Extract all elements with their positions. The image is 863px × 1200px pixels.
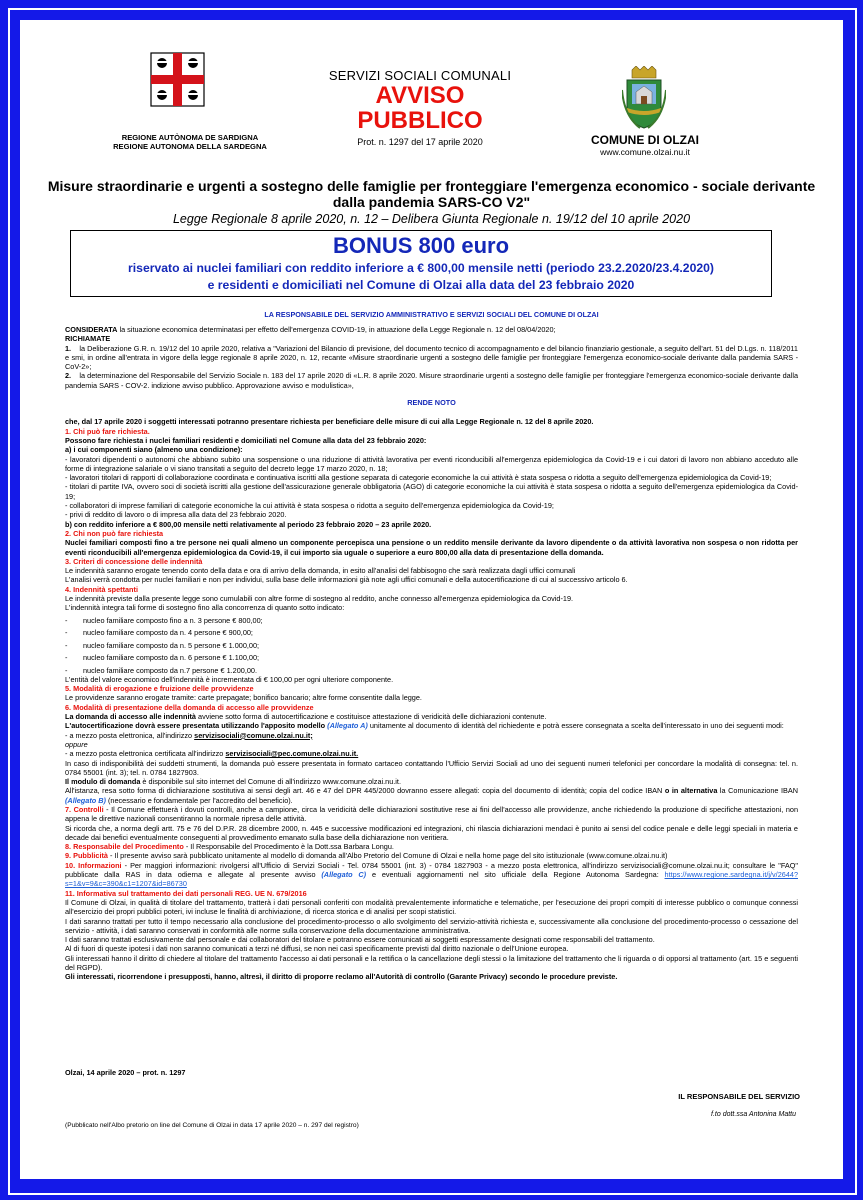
section-6-title: 6. Modalità di presentazione della domanda di accesso alle provvidenze — [65, 702, 314, 712]
section-1a: Possono fare richiesta i nuclei familiari residenti e domiciliati nel Comune alla data del 23 febbraio 2020: — [65, 435, 427, 445]
section-1h: b) con reddito inferiore a € 800,00 mensile netti relativamente al periodo 23 febbraio 2020 – 23 aprile 2020. — [65, 519, 432, 529]
section-4c: L'entità del valore economico dell'indennità è incrementata di € 100,00 per ogni ulteriore componente. — [65, 674, 394, 684]
list-item: - nucleo familiare composto da n.7 persone € 1.200,00. — [65, 666, 798, 675]
section-7-title: 7. Controlli — [65, 805, 104, 814]
bonus-desc-2: e residenti e domiciliati nel Comune di Olzai alla data del 23 febbraio 2020 — [207, 277, 635, 292]
section-6g — [65, 777, 798, 786]
sardinia-coat-of-arms-icon — [150, 52, 205, 107]
section-4a: Le indennità previste dalla presente legge sono cumulabili con altre forme di sostegno al reddito, anche connesso all'emergenza epidemiologica da Covid-19. — [65, 594, 574, 604]
section-6d: oppure — [65, 739, 88, 749]
document-date: Olzai, 14 aprile 2020 – prot. n. 1297 — [65, 1068, 186, 1077]
section-2a: Nuclei familiari composti fino a tre persone nei quali almeno un componente percepisca una pensione o un reddito mensile derivante da lavoro dipendente o da attività lavorativa non sospesa o non ridotta per eventi riconducibili all'emergenza epidemiologica da Covid-19, il cui importo sia uguale o superiore a euro 800,00 alla data di presentazione della domanda. — [65, 538, 798, 557]
section-7 — [65, 805, 798, 824]
section-6a-bold: La domanda di accesso alle indennità — [65, 712, 196, 722]
bonus-box — [70, 230, 772, 297]
section-6b-text: unitamente al documento di identità del richiedente e potrà essere consegnata a scelta dell'interessato in uno dei seguenti modi: — [367, 721, 784, 731]
responsabile-heading: LA RESPONSABILE DEL SERVIZIO AMMINISTRATIVO E SERVIZI SOCIALI DEL COMUNE DI OLZAI — [264, 310, 599, 319]
section-8 — [65, 842, 798, 851]
richiamo-2 — [65, 371, 798, 390]
region-name-italian: REGIONE AUTONOMA DELLA SARDEGNA — [113, 142, 267, 152]
section-11a: Il Comune di Olzai, in qualità di titolare del trattamento, tratterà i dati personali conferiti con modalità prevalentemente informatiche e telematiche, per l'esecuzione dei propri compiti di interesse pubblico o comunque connessi all'esercizio dei propri pubblici poteri, ivi incluse le finalità di archiviazione, di ricerca storica e di analisi per scopi statistici. — [65, 897, 798, 917]
section-10b: e eventuali aggiornamenti nel sito ufficiale della Regione Autonoma Sardegna: — [366, 870, 665, 880]
section-3a: Le indennità saranno erogate tenendo conto della data e ora di arrivo della domanda, in esito all'analisi del fabbisogno che sarà realizzata dagli uffici comunali — [65, 566, 576, 576]
considerata-text: la situazione economica determinatasi per effetto dell'emergenza COVID-19, in attuazione della Legge Regionale n. 12 del 08/04/2020; — [117, 325, 556, 334]
region-name-sardinian: REGIONE AUTÒNOMA DE SARDIGNA — [121, 133, 259, 142]
section-11d: Al di fuori di queste ipotesi i dati non saranno comunicati a terzi né diffusi, se non nei casi specificamente previsti dal diritto nazionale o dell'Unione europea. — [65, 944, 569, 954]
section-1f: - collaboratori di imprese familiari di categorie economiche la cui attività è stata sospesa o ridotta a seguito dell'emergenza epidemiologica da Covid-19; — [65, 501, 554, 511]
section-10 — [65, 861, 798, 889]
section-1b: a) i cui componenti siano (almeno una condizione): — [65, 445, 243, 455]
section-1c: - lavoratori dipendenti o autonomi che abbiano subito una sospensione o una riduzione di attività lavorativa per eventi riconducibili all'emergenza epidemiologica da Covid-19 e i cui datori di lavoro non abbiano acceduto alle forme di integrazione salariale o vi siano transitati a seguito del decreto legge 17 marzo 2020, n. 18; — [65, 454, 798, 473]
section-1g: - privi di reddito di lavoro o di impresa alla data del 23 febbraio 2020. — [65, 510, 287, 520]
comune-block — [580, 133, 710, 157]
list-item: - nucleo familiare composto da n. 6 persone € 1.100,00; — [65, 653, 798, 662]
intro-para: che, dal 17 aprile 2020 i soggetti interessati potranno presentare richiesta per beneficiare delle misure di cui alla Legge Regionale n. 12 del 8 aprile 2020. — [65, 417, 594, 427]
section-6b-bold: L'autocertificazione dovrà essere presentata utilizzando l'apposito modello — [65, 721, 326, 731]
considerata-para — [65, 325, 798, 334]
comune-website[interactable]: www.comune.olzai.nu.it — [600, 147, 690, 157]
considerata-label: CONSIDERATA — [65, 325, 118, 334]
section-1d: - lavoratori titolari di rapporti di collaborazione coordinata e continuativa iscritti alla gestione separata di categorie economiche la cui attività è stata sospesa o ridotta a seguito dell'emergenza epidemiologica da Covid-19; — [65, 473, 772, 483]
section-7b: Si ricorda che, a norma degli artt. 75 e 76 del D.P.R. 28 dicembre 2000, n. 445 e successive modificazioni ed integrazioni, chi rilascia dichiarazioni mendaci è punito ai sensi del codice penale e delle leggi speciali in materia e decade dai benefici eventualmente conseguenti al provvedimento emanato sulla base della dichiarazione non veritiera. — [65, 823, 798, 842]
pec-address[interactable]: servizisociali@pec.comune.olzai.nu.it. — [225, 749, 359, 759]
section-6c-text: - a mezzo posta elettronica, all'indirizzo — [65, 730, 195, 740]
olzai-coat-of-arms-icon — [622, 66, 666, 130]
richiamo-1 — [65, 344, 798, 372]
section-6h-bold: o in alternativa — [664, 786, 718, 796]
allegato-b-ref: (Allegato B) — [65, 795, 106, 805]
title-block — [40, 178, 823, 226]
section-11c: I dati saranno trattati esclusivamente dal personale e dai collaboratori del titolare e potranno essere comunicati ai soggetti espressamente designati come responsabili del trattamento. — [65, 935, 655, 945]
allegato-a-ref: (Allegato A) — [327, 721, 368, 731]
section-8-title: 8. Responsabile del Procedimento — [65, 842, 184, 852]
legal-reference: Legge Regionale 8 aprile 2020, n. 12 – Delibera Giunta Regionale n. 19/12 del 10 aprile 2020 — [172, 212, 691, 227]
section-6a-text: avviene sotto forma di autocertificazione e costituisce attestazione di veridicità delle dichiarazioni contenute. — [195, 712, 547, 722]
richiamate-label: RICHIAMATE — [65, 334, 111, 344]
section-11-title: 11. Informativa sul trattamento dei dati personali REG. UE N. 679/2016 — [65, 888, 307, 898]
rende-noto-heading: RENDE NOTO — [407, 398, 456, 408]
section-6e — [65, 749, 798, 758]
section-6g-text: è disponibile sul sito internet del Comune di all'indirizzo www.comune.olzai.nu.it. — [140, 777, 401, 787]
section-9-title: 9. Pubblicità — [65, 851, 108, 861]
section-8a: - Il Responsabile del Procedimento è la Dott.ssa Barbara Longu. — [183, 842, 394, 852]
section-6e-text: - a mezzo posta elettronica certificata all'indirizzo — [65, 749, 226, 759]
signer-title: IL RESPONSABILE DEL SERVIZIO — [678, 1092, 800, 1101]
section-5-title: 5. Modalità di erogazione e fruizione delle provvidenze — [65, 684, 254, 694]
avviso-title: AVVISO — [375, 82, 465, 109]
section-6b — [65, 721, 798, 730]
header-center — [290, 68, 550, 147]
section-6f: In caso di indisponibilità dei suddetti strumenti, la domanda può essere presentata in formato cartaceo contattando l'Ufficio Servizi Sociali ad uno dei seguenti numeri telefonici per concordare la modalità di consegna: tel. n. 0784 55001 (int. 3); tel. n. 0784 1827903. — [65, 758, 798, 777]
region-link[interactable]: https://www.regione.sardegna.it/j/v/2644?s=1&v=9&c=390&c1=1207&id=86730 — [65, 870, 798, 889]
richiamo-2-num: 2. — [65, 371, 72, 381]
section-5a: Le provvidenze saranno erogate tramite: carte prepagate; bonifico bancario; altre forme consentite dalla legge. — [65, 693, 422, 703]
list-item: - nucleo familiare composto fino a n. 3 persone € 800,00; — [65, 616, 798, 625]
publication-note: (Pubblicato nell'Albo pretorio on line del Comune di Olzai in data 17 aprile 2020 – n. 297 del registro) — [65, 1122, 359, 1129]
section-6h-text2: la Comunicazione IBAN — [717, 786, 799, 796]
notice-body — [65, 325, 798, 982]
richiamo-1-text: la Deliberazione G.R. n. 19/12 del 10 aprile 2020, relativa a "Variazioni del Bilancio di previsione, del documento tecnico di accompagnamento e del bilancio finanziario gestionale, a seguito dell'art. 51 del D.Lgs. n. 118/2011 e smi, in ordine all'entrata in vigore della legge regionale 8 aprile 2020, n. 12, recante «Misure straordinarie urgenti a sostegno delle famiglie per fronteggiare l'emergenza economico-sociale derivante dalla pandemia SARS - CoV-2»; — [65, 343, 798, 372]
section-6h — [65, 786, 798, 805]
bonus-amount: BONUS 800 euro — [332, 233, 510, 258]
section-6a — [65, 712, 798, 721]
main-title: Misure straordinarie e urgenti a sostegno delle famiglie per fronteggiare l'emergenza economico - sociale derivante dalla pandemia SARS-CO V2" — [47, 178, 816, 211]
bonus-desc-1: riservato ai nuclei familiari con reddito inferiore a € 800,00 mensile netti (periodo 23.2.2020/23.4.2020) — [128, 261, 714, 275]
service-name: SERVIZI SOCIALI COMUNALI — [328, 68, 512, 83]
signer-name: f.to dott.ssa Antonina Mattu — [711, 1111, 796, 1118]
section-11b: I dati saranno trattati per tutto il tempo necessario alla conclusione del procedimento-processo o allo svolgimento del servizio-attività richiesta e, successivamente alla conclusione del procedimento-processo o cessazione del servizio - attività, i dati saranno conservati in conformità alle norme sulla conservazione della documentazione amministrativa. — [65, 916, 798, 935]
list-item: - nucleo familiare composto da n. 5 persone € 1.000,00; — [65, 641, 798, 650]
section-3-title: 3. Criteri di concessione delle indennità — [65, 556, 203, 566]
email-address[interactable]: servizisociali@comune.olzai.nu.it; — [194, 730, 313, 740]
section-6h-text3: (necessario e fondamentale per l'accredito del beneficio). — [105, 795, 293, 805]
section-9 — [65, 851, 798, 860]
section-10-title: 10. Informazioni — [65, 860, 122, 870]
section-4b: L'indennità integra tali forme di sostegno fino alla concorrenza di quanto sotto indicato: — [65, 603, 345, 613]
pubblico-title: PUBBLICO — [357, 107, 483, 135]
section-11e: Gli interessati hanno il diritto di chiedere al titolare del trattamento l'accesso ai dati personali e la rettifica o la cancellazione degli stessi o la limitazione del trattamento che li riguarda o di opporsi al trattamento (art. 15 e seguenti del RGPD). — [65, 953, 798, 973]
section-6h-text: All'istanza, resa sotto forma di dichiarazione sostitutiva ai sensi degli art. 46 e 47 del DPR 445/2000 dovranno essere allegati: copia del documento di identità; copia del codice IBAN — [65, 786, 665, 796]
section-2-title: 2. Chi non può fare richiesta — [65, 528, 164, 538]
section-11f: Gli interessati, ricorrendone i presupposti, hanno, altresì, il diritto di proporre reclamo all'Autorità di controllo (Garante Privacy) secondo le procedure previste. — [65, 972, 618, 982]
section-6c — [65, 731, 798, 740]
richiamo-2-text: la determinazione del Responsabile del Servizio Sociale n. 183 del 17 aprile 2020 di «L.R. 8 aprile 2020. Misure straordinarie urgenti a sostegno delle famiglie per fronteggiare l'emergenza economico-sociale derivante dalla pandemia SARS - COV-2. indizione avviso pubblico. Approvazione avviso e modulistica», — [65, 371, 799, 390]
section-10a: - Per maggiori informazioni: rivolgersi all'Ufficio di Servizi Sociali - Tel. 0784 55001 (int. 3) - 0784 1827903 - a mezzo posta elettronica, all'indirizzo servizisociali@comune.olzai.nu.it; consultare le "FAQ" pubblicate dalla RAS in data odierna e allegate al presente avviso — [65, 860, 799, 880]
section-4-title: 4. Indennità spettanti — [65, 584, 138, 594]
section-9a: - Il presente avviso sarà pubblicato unitamente al modello di domanda all'Albo Pretorio del Comune di Olzai e nella home page del sito istituzionale (www.comune.olzai.nu.it) — [107, 851, 668, 861]
section-7a: - Il Comune effettuerà i dovuti controlli, anche a campione, circa la veridicità delle dichiarazioni sostitutive rese ai fini dell'accesso alle provvidenze, anche richiedendo la produzione di specifiche attestazioni, non appena le direttive nazionali consentiranno la normale ripresa delle attività. — [65, 805, 798, 824]
richiamo-1-num: 1. — [65, 343, 72, 353]
section-6g-bold: Il modulo di domanda — [65, 777, 141, 787]
section-3b: L'analisi verrà condotta per nuclei familiari e non per individui, sulla base delle informazioni già note agli uffici comunali e della autocertificazione di cui al successivo articolo 6. — [65, 575, 628, 585]
comune-name: COMUNE DI OLZAI — [591, 133, 699, 147]
section-1e: - titolari di partite IVA, ovvero soci di società iscritti alla gestione dell'assicurazione generale obbligatoria (AGO) di categorie economiche la cui attività è stata sospesa o ridotta a seguito dell'emergenza epidemiologica da Covid-19; — [65, 482, 798, 501]
region-name — [105, 133, 275, 152]
section-1-title: 1. Chi può fare richiesta. — [65, 426, 150, 436]
protocol-number: Prot. n. 1297 del 17 aprile 2020 — [357, 137, 483, 148]
list-item: - nucleo familiare composto da n. 4 persone € 900,00; — [65, 628, 798, 637]
indemnity-list — [65, 616, 798, 675]
allegato-c-ref: (Allegato C) — [321, 870, 367, 880]
